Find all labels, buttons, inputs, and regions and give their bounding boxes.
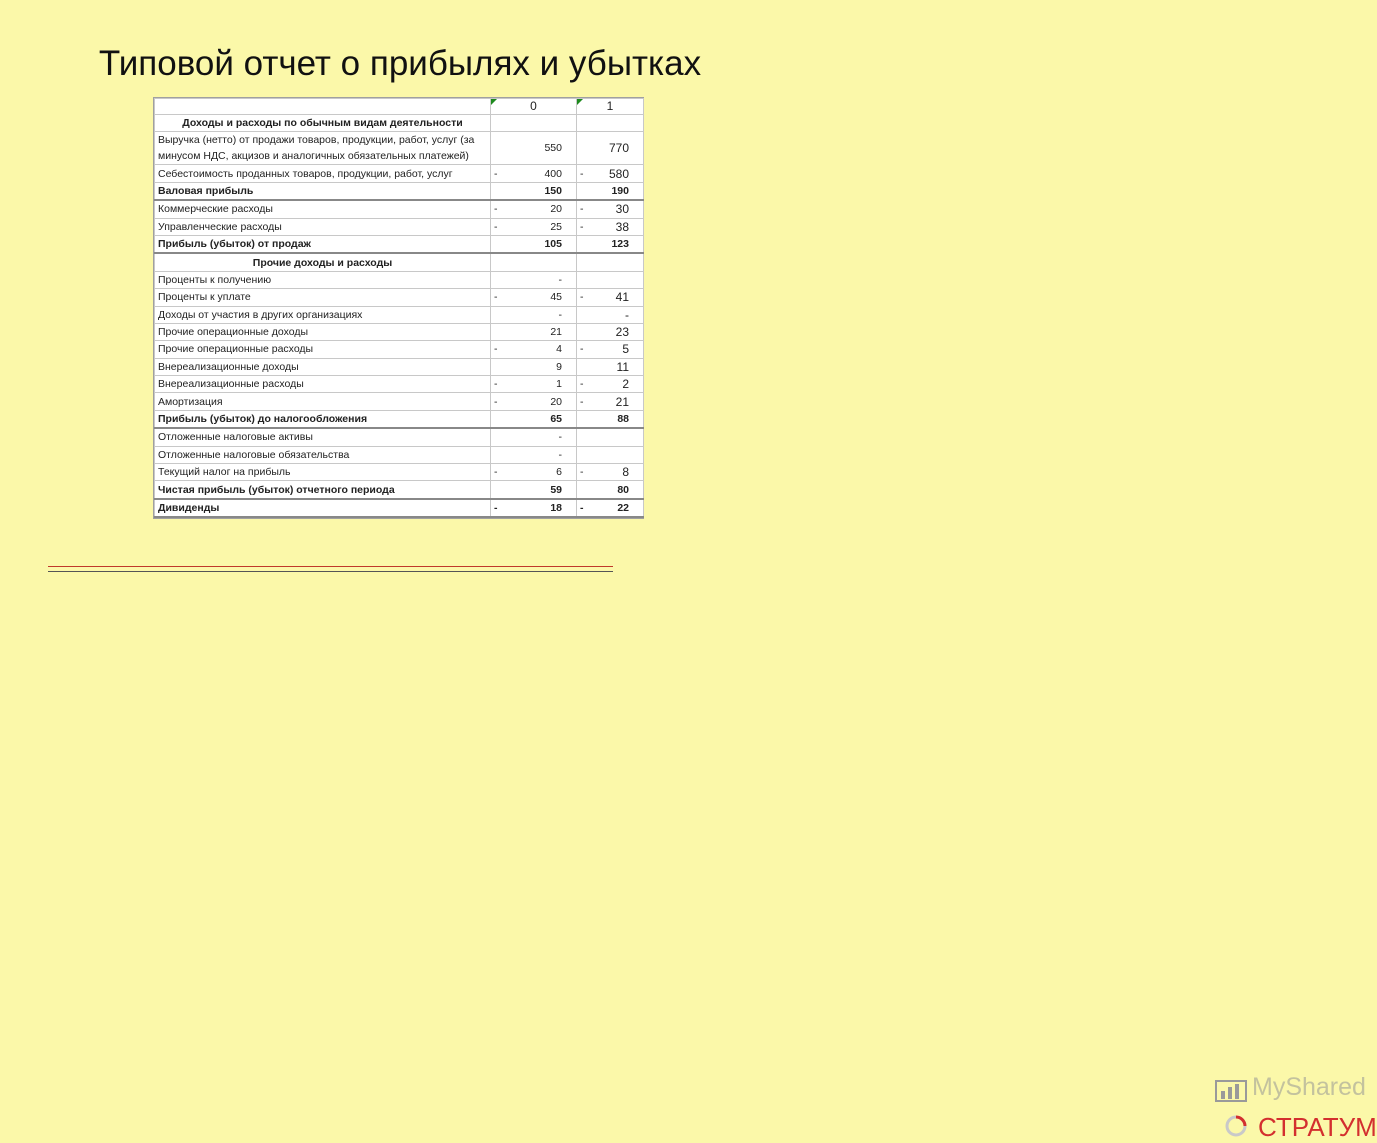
row-label: Себестоимость проданных товаров, продукции, работ, услуг [155, 165, 491, 182]
table-row [155, 376, 644, 393]
sign-marker-0 [491, 182, 506, 200]
value-col-1 [592, 115, 644, 132]
sign-marker-0 [491, 323, 506, 340]
value-col-0: 20 [506, 393, 577, 410]
value-col-0: - [506, 428, 577, 446]
value-col-0: 25 [506, 218, 577, 235]
table-row [155, 218, 644, 235]
row-label: Доходы и расходы по обычным видам деятельности [155, 115, 491, 132]
value-col-1: 38 [592, 218, 644, 235]
value-col-1: 80 [592, 481, 644, 499]
sign-marker-0 [491, 271, 506, 288]
table-row [155, 306, 644, 323]
column-header-0: 0 [491, 99, 577, 115]
table-row [155, 271, 644, 288]
sign-marker-1 [577, 271, 592, 288]
sign-marker-0: - [491, 200, 506, 218]
sign-marker-0 [491, 115, 506, 132]
row-label: Прочие доходы и расходы [155, 253, 491, 271]
value-col-1: 8 [592, 464, 644, 481]
row-label: Внереализационные доходы [155, 358, 491, 375]
value-col-0: 21 [506, 323, 577, 340]
value-col-1: 30 [592, 200, 644, 218]
sign-marker-1: - [577, 200, 592, 218]
value-col-1 [592, 446, 644, 463]
table-row [155, 289, 644, 306]
sign-marker-1: - [577, 393, 592, 410]
sign-marker-1 [577, 446, 592, 463]
value-col-1: 22 [592, 499, 644, 517]
sign-marker-1 [577, 306, 592, 323]
value-col-1: 88 [592, 410, 644, 428]
value-col-1: 21 [592, 393, 644, 410]
row-label: Прочие операционные расходы [155, 341, 491, 358]
sign-marker-0 [491, 306, 506, 323]
value-col-0: 9 [506, 358, 577, 375]
sign-marker-1 [577, 358, 592, 375]
row-label: Выручка (нетто) от продажи товаров, продукции, работ, услуг (за минусом НДС, акцизов и аналогичных обязательных платежей) [155, 132, 491, 165]
row-label: Отложенные налоговые обязательства [155, 446, 491, 463]
value-col-1: - [592, 306, 644, 323]
row-label: Коммерческие расходы [155, 200, 491, 218]
value-col-1: 770 [592, 132, 644, 165]
table-row [155, 132, 644, 165]
brand-name: СТРАТУМ [1258, 1112, 1377, 1142]
sign-marker-0: - [491, 289, 506, 306]
row-label: Проценты к получению [155, 271, 491, 288]
value-col-1 [592, 271, 644, 288]
table-row [155, 165, 644, 182]
sign-marker-0 [491, 410, 506, 428]
value-col-0: 105 [506, 235, 577, 253]
sign-marker-0: - [491, 218, 506, 235]
value-col-0: 1 [506, 376, 577, 393]
watermark-text: MyShared [1252, 1073, 1366, 1101]
row-label: Прибыль (убыток) до налогообложения [155, 410, 491, 428]
value-col-0: 45 [506, 289, 577, 306]
table-row [155, 481, 644, 499]
sign-marker-0: - [491, 499, 506, 517]
value-col-0: 6 [506, 464, 577, 481]
profit-loss-table [153, 97, 644, 519]
value-col-0: 65 [506, 410, 577, 428]
sign-marker-0: - [491, 165, 506, 182]
value-col-0 [506, 115, 577, 132]
value-col-1: 190 [592, 182, 644, 200]
sign-marker-1 [577, 115, 592, 132]
sign-marker-1 [577, 481, 592, 499]
value-col-0: - [506, 271, 577, 288]
sign-marker-0 [491, 446, 506, 463]
value-col-1: 23 [592, 323, 644, 340]
sign-marker-1 [577, 235, 592, 253]
value-col-1 [592, 253, 644, 271]
value-col-1: 11 [592, 358, 644, 375]
sign-marker-0: - [491, 341, 506, 358]
sign-marker-1 [577, 323, 592, 340]
sign-marker-0 [491, 481, 506, 499]
sign-marker-0 [491, 132, 506, 165]
table-row [155, 428, 644, 446]
sign-marker-0 [491, 358, 506, 375]
row-label: Амортизация [155, 393, 491, 410]
sign-marker-1 [577, 253, 592, 271]
value-col-0: - [506, 446, 577, 463]
row-label: Управленческие расходы [155, 218, 491, 235]
sign-marker-0 [491, 253, 506, 271]
table-row [155, 253, 644, 271]
value-col-0: 59 [506, 481, 577, 499]
value-col-0: 400 [506, 165, 577, 182]
column-header-1: 1 [577, 99, 644, 115]
value-col-1: 580 [592, 165, 644, 182]
chart-logo-icon [1214, 1075, 1250, 1105]
sign-marker-1: - [577, 165, 592, 182]
table-header-row [155, 99, 644, 115]
row-label: Прибыль (убыток) от продаж [155, 235, 491, 253]
value-col-0: 20 [506, 200, 577, 218]
value-col-0: 150 [506, 182, 577, 200]
value-col-1: 2 [592, 376, 644, 393]
table-row [155, 182, 644, 200]
table-row [155, 410, 644, 428]
table-row [155, 341, 644, 358]
sign-marker-1 [577, 132, 592, 165]
sign-marker-1 [577, 182, 592, 200]
table-row [155, 358, 644, 375]
sign-marker-1: - [577, 464, 592, 481]
header-label-cell [155, 99, 491, 115]
sign-marker-0: - [491, 376, 506, 393]
sign-marker-1: - [577, 218, 592, 235]
value-col-1: 41 [592, 289, 644, 306]
row-label: Отложенные налоговые активы [155, 428, 491, 446]
row-label: Валовая прибыль [155, 182, 491, 200]
slide-title: Типовой отчет о прибылях и убытках [98, 44, 702, 83]
table-row [155, 235, 644, 253]
footer-rule-dark [48, 571, 613, 572]
row-label: Чистая прибыль (убыток) отчетного периода [155, 481, 491, 499]
sign-marker-0 [491, 235, 506, 253]
row-label: Дивиденды [155, 499, 491, 517]
table-row [155, 499, 644, 517]
sign-marker-0: - [491, 464, 506, 481]
table-row [155, 200, 644, 218]
sign-marker-1: - [577, 289, 592, 306]
sign-marker-1: - [577, 499, 592, 517]
table-row [155, 464, 644, 481]
sign-marker-1: - [577, 376, 592, 393]
row-label: Проценты к уплате [155, 289, 491, 306]
value-col-1: 123 [592, 235, 644, 253]
sign-marker-0 [491, 428, 506, 446]
row-label: Внереализационные расходы [155, 376, 491, 393]
row-label: Прочие операционные доходы [155, 323, 491, 340]
table-row [155, 393, 644, 410]
table-row [155, 446, 644, 463]
footer-rule-red [48, 566, 613, 567]
sign-marker-0: - [491, 393, 506, 410]
value-col-0: 18 [506, 499, 577, 517]
value-col-0: 550 [506, 132, 577, 165]
table-row [155, 323, 644, 340]
sign-marker-1 [577, 410, 592, 428]
value-col-1 [592, 428, 644, 446]
row-label: Текущий налог на прибыль [155, 464, 491, 481]
table-row [155, 115, 644, 132]
value-col-0: - [506, 306, 577, 323]
sign-marker-1 [577, 428, 592, 446]
value-col-1: 5 [592, 341, 644, 358]
row-label: Доходы от участия в других организациях [155, 306, 491, 323]
value-col-0 [506, 253, 577, 271]
sign-marker-1: - [577, 341, 592, 358]
brand-logo-icon [1224, 1114, 1250, 1138]
value-col-0: 4 [506, 341, 577, 358]
